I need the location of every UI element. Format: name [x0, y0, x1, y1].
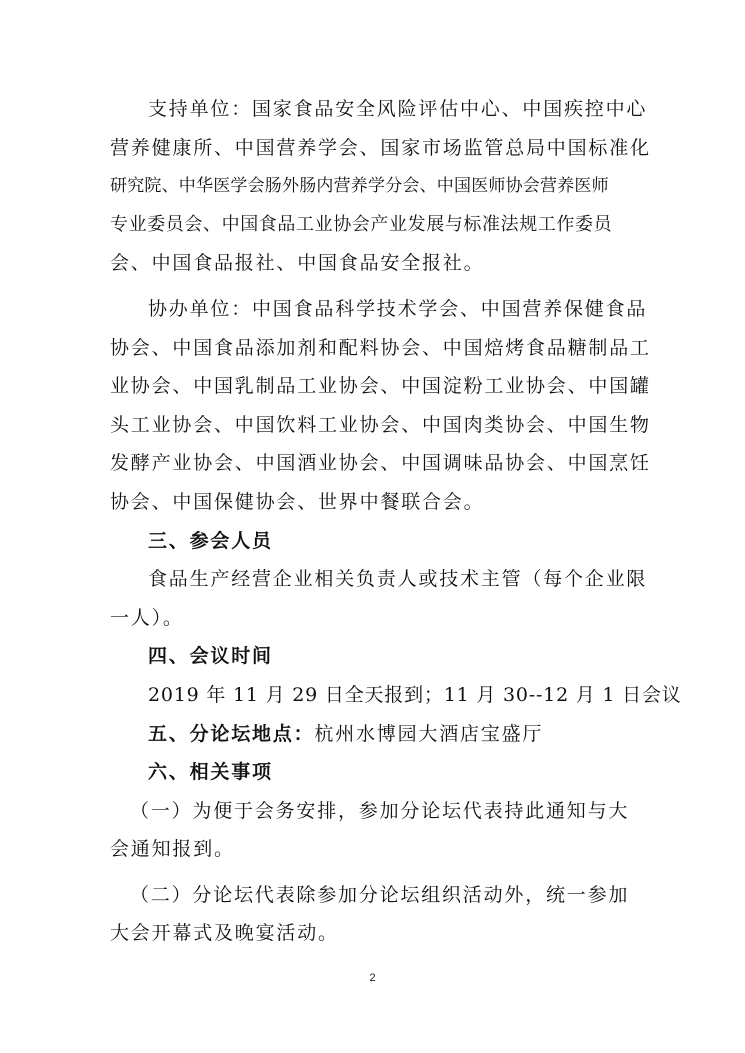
support-line: 支持单位：国家食品安全风险评估中心、中国疾控中心 — [148, 98, 648, 120]
meeting-time-line: 2019 年 11 月 29 日全天报到；11 月 30--12 月 1 日会议 — [148, 683, 682, 706]
section-heading-venue: 五、分论坛地点： — [148, 722, 315, 745]
matters-item2-line: 大会开幕式及晚宴活动。 — [110, 922, 339, 945]
co-organizers-line: 头工业协会、中国饮料工业协会、中国肉类协会、中国生物 — [110, 413, 651, 436]
support-line: 专业委员会、中国食品工业协会产业发展与标准法规工作委员 — [110, 213, 613, 235]
section-heading-matters: 六、相关事项 — [148, 761, 273, 784]
attendees-line: 一人）。 — [110, 606, 184, 629]
support-line: 研究院、中华医学会肠外肠内营养学分会、中国医师协会营养医师 — [110, 176, 609, 197]
support-paragraph — [110, 90, 651, 283]
section-heading-attendees: 三、参会人员 — [148, 529, 273, 552]
matters-item2-line: （二）分论坛代表除参加分论坛组织活动外，统一参加 — [130, 883, 630, 906]
page-number: 2 — [369, 972, 376, 984]
attendees-line: 食品生产经营企业相关负责人或技术主管（每个企业限 — [148, 568, 648, 591]
venue-line — [110, 715, 644, 754]
support-line: 会、中国食品报社、中国食品安全报社。 — [110, 252, 485, 275]
co-organizers-line: 协办单位：中国食品科学技术学会、中国营养保健食品 — [148, 297, 648, 320]
co-organizers-line: 发酵产业协会、中国酒业协会、中国调味品协会、中国烹饪 — [110, 452, 651, 475]
co-organizers-line: 协会、中国保健协会、世界中餐联合会。 — [110, 490, 485, 513]
co-organizers-paragraph — [110, 290, 651, 522]
matters-item1-line: 会通知报到。 — [110, 838, 235, 861]
matters-item1-line: （一）为便于会务安排，参加分论坛代表持此通知与大 — [130, 799, 630, 822]
document-body — [110, 90, 682, 953]
co-organizers-line: 协会、中国食品添加剂和配料协会、中国焙烤食品糖制品工 — [110, 336, 651, 359]
support-line: 营养健康所、中国营养学会、国家市场监管总局中国标准化 — [110, 136, 651, 159]
venue-value: 杭州水博园大酒店宝盛厅 — [314, 722, 544, 745]
co-organizers-line: 业协会、中国乳制品工业协会、中国淀粉工业协会、中国罐 — [110, 375, 651, 398]
section-heading-time: 四、会议时间 — [148, 645, 273, 668]
